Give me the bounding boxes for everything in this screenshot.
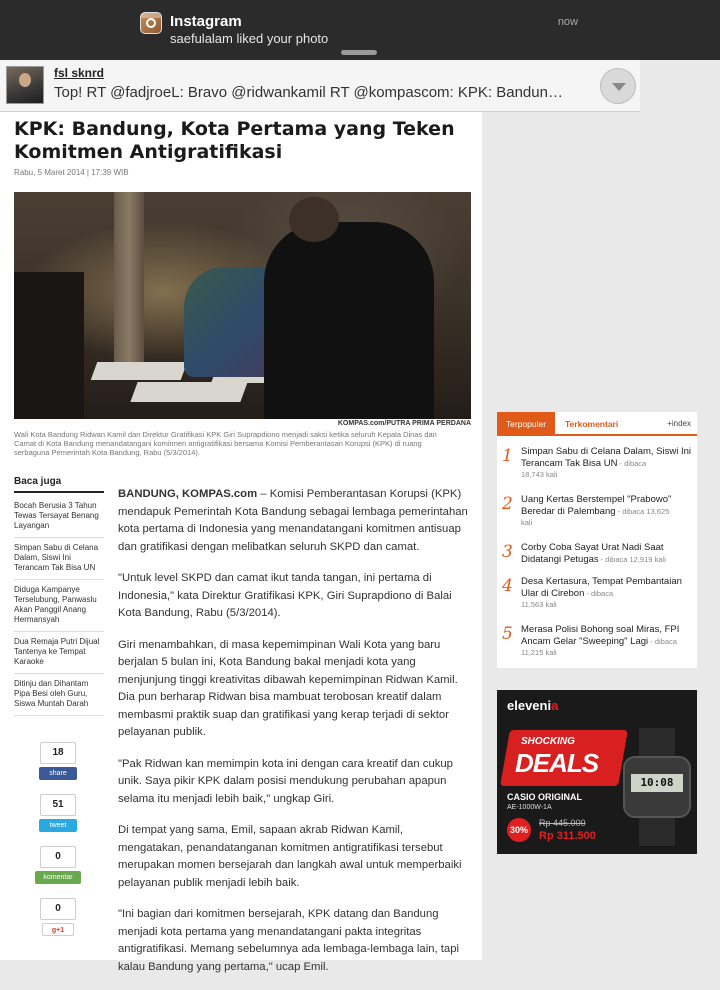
rank-number: 1 (502, 446, 513, 466)
photo-pillar (114, 192, 144, 372)
baca-juga-title: Baca juga (14, 476, 104, 493)
avatar[interactable] (6, 66, 44, 104)
popular-item-meta: - dibaca (648, 636, 677, 646)
article-paragraph: Di tempat yang sama, Emil, sapaan akrab Ridwan Kamil, mengatakan, penandatanganan komitmen antigratifikasi tersebut merupakan momen bersejarah dan langkah awal untuk memperbaiki pelayanan publik menjadi lebih baik. (118, 824, 462, 889)
chevron-down-icon[interactable] (600, 68, 636, 104)
ad-brand-accent: a (551, 698, 559, 713)
popular-item-text (521, 576, 693, 611)
photo-caption: Wali Kota Bandung Ridwan Kamil dan Direktur Gratifikasi KPK Giri Suprapdiono menjadi saksi ketika seluruh Kepala Dinas dan Camat di Kota Bandung menandatangani komitmen antigratifikasi bersama Komisi Pemberantasan Korupsi (KPK) di ruang serbaguna Pemerintah Kota Bandung, Rabu (5/3/2014). (14, 430, 437, 457)
tweet-count: 51 (40, 794, 76, 816)
article-paragraph: "Ini bagian dari komitmen bersejarah, KPK datang dan Bandung menjadi kota pertama yang menandatangani pakta integritas antigratifikasi. Memang sebelumnya ada lembaga-lembaga lain, tapi kalau Bandung yang pertama," ucap Emil. (118, 908, 459, 973)
gplus-share (38, 898, 78, 936)
article-paragraph (118, 486, 468, 556)
gplus-button[interactable]: g+1 (42, 923, 74, 936)
advertisement-banner[interactable] (497, 690, 697, 854)
popular-item-meta: - dibaca (584, 588, 614, 598)
popular-item-text (521, 542, 693, 565)
rank-number: 4 (502, 576, 513, 596)
popular-item-text (521, 494, 693, 529)
popular-item-meta: 18,743 kali (521, 470, 558, 479)
photo-person-standing (264, 222, 434, 419)
instagram-icon (140, 12, 162, 34)
popular-item-title[interactable]: Desa Kertasura, Tempat Pembantaian Ular di Cirebon (521, 576, 682, 599)
popular-item-text (521, 624, 693, 659)
popular-item-meta: - dibaca 13,625 (615, 506, 670, 516)
list-item[interactable]: Bocah Berusia 3 Tahun Tewas Tersayat Benang Layangan (14, 496, 104, 538)
popular-item-title[interactable]: Uang Kertas Berstempel "Prabowo" Beredar di Palembang (521, 494, 672, 517)
rank-number: 3 (502, 542, 513, 562)
popular-item-title[interactable]: Simpan Sabu di Celana Dalam, Siswi Ini Terancam Tak Bisa UN (521, 446, 692, 469)
list-item[interactable]: Simpan Sabu di Celana Dalam, Siswi Ini Terancam Tak Bisa UN (14, 538, 104, 580)
facebook-count: 18 (40, 742, 76, 764)
ad-shocking-text: SHOCKING (521, 736, 575, 747)
ad-brand-text: eleveni (507, 698, 552, 713)
popular-tabs (497, 412, 697, 436)
twitter-share (38, 794, 78, 832)
popular-item-title[interactable]: Corby Coba Sayat Urat Nadi Saat Didatangi Petugas (521, 542, 664, 565)
watch-image (621, 728, 693, 846)
tweet-button[interactable]: tweet (39, 819, 77, 832)
notification-app-name: Instagram (170, 13, 242, 30)
komentar-count: 0 (40, 846, 76, 868)
ad-product-name: CASIO ORIGINAL (507, 792, 583, 802)
list-item[interactable]: Diduga Kampanye Terselubung, Panwaslu Akan Panggil Anang Hermansyah (14, 580, 104, 632)
page-title: KPK: Bandung, Kota Pertama yang Teken Komitmen Antigratifikasi (14, 118, 455, 163)
popular-item-meta: - dibaca 12,919 kali (598, 554, 666, 564)
article-page (0, 112, 482, 973)
article-lead: BANDUNG, KOMPAS.com (118, 488, 258, 500)
tab-terkomentari[interactable]: Terkomentari (565, 419, 619, 429)
article-body (118, 486, 468, 990)
watch-display: 10:08 (631, 774, 683, 792)
notification-banner[interactable] (0, 0, 720, 60)
ad-product-model: AE-1000W-1A (507, 804, 552, 811)
komentar-share (38, 846, 78, 884)
article-paragraph: "Pak Ridwan kan memimpin kota ini dengan cara kreatif dan cukup unik. Saya pikir KPK dalam posisi mendukung perubahan apapun selama itu menjadi lebih baik," ungkap Giri. (118, 757, 453, 805)
rank-number: 2 (502, 494, 513, 514)
ad-price: Rp 311.500 (539, 830, 596, 842)
photo-credit: KOMPAS.com/PUTRA PRIMA PERDANA (337, 420, 471, 427)
photo-person-head (289, 197, 339, 242)
index-link[interactable]: +index (667, 419, 691, 428)
list-item[interactable]: Ditinju dan Dihantam Pipa Besi oleh Guru, Siswa Muntah Darah (14, 674, 104, 716)
popular-item-meta: kali (521, 518, 533, 527)
popular-item-meta: - dibaca (617, 458, 647, 468)
article-paragraph: Giri menambahkan, di masa kepemimpinan Wali Kota yang baru berjalan 5 bulan ini, Kota Bandung bakal menjadi kota yang menjunjung tinggi kreativitas dibawah kepemimpinan Ridwan Kamil. Dia pun berharap Ridwan bisa mambuat terobosan kreatif dalam membasmi praktik suap dan gratifikasi yang kerap terjadi di sektor pelayanan publik. (118, 638, 458, 738)
ad-brand-logo (507, 698, 558, 713)
gplus-count: 0 (40, 898, 76, 920)
popular-item-text (521, 446, 693, 481)
baca-juga-list (14, 496, 104, 716)
photo-document (91, 362, 188, 380)
tweet-username[interactable]: fsl sknrd (54, 66, 105, 80)
tab-terpopuler[interactable]: Terpopuler (497, 412, 555, 436)
komentar-button[interactable]: komentar (35, 871, 81, 884)
tweet-bar[interactable] (0, 60, 640, 112)
ad-discount-badge: 30% (507, 818, 531, 842)
popular-item-title[interactable]: Merasa Polisi Bohong soal Miras, FPI Ancam Gelar "Sweeping" Lagi (521, 624, 680, 647)
notification-time: now (557, 16, 578, 28)
photo-document (130, 382, 247, 402)
article-date: Rabu, 5 Maret 2014 | 17:39 WIB (14, 168, 129, 177)
notification-drag-handle[interactable] (341, 50, 377, 55)
facebook-share-button[interactable]: share (39, 767, 77, 780)
article-paragraph: "Untuk level SKPD dan camat ikut tanda tangan, ini pertama di Indonesia," kata Direktur Gratifikasi KPK, Giri Suprapdiono di Balai Kota Bandung, Rabu (5/3/2014). (118, 572, 452, 619)
notification-message: saefulalam liked your photo (170, 31, 329, 46)
popular-item-meta: 11,563 kali (521, 600, 557, 609)
popular-box (497, 412, 697, 668)
list-item[interactable]: Dua Remaja Putri Dijual Tantenya ke Tempat Karaoke (14, 632, 104, 674)
popular-item-meta: 11,215 kali (521, 648, 557, 657)
ad-deals-text: DEALS (515, 748, 599, 778)
tweet-text: Top! RT @fadjroeL: Bravo @ridwankamil RT @kompascom: KPK: Bandun… (54, 84, 563, 101)
rank-number: 5 (502, 624, 513, 644)
article-paragraph-text: – Komisi Pemberantasan Korupsi (KPK) mendapuk Pemerintah Kota Bandung sebagai lembaga pemerintahan kota pertama di Indonesia yang menandatangani komitmen antisuap dan gratifikasi dengan melibatkan seluruh SKPD dan camat. (118, 488, 468, 553)
photo-person-left (14, 272, 84, 419)
facebook-share (38, 742, 78, 780)
article-photo[interactable] (14, 192, 471, 419)
ad-old-price: Rp 445.000 (539, 818, 586, 828)
